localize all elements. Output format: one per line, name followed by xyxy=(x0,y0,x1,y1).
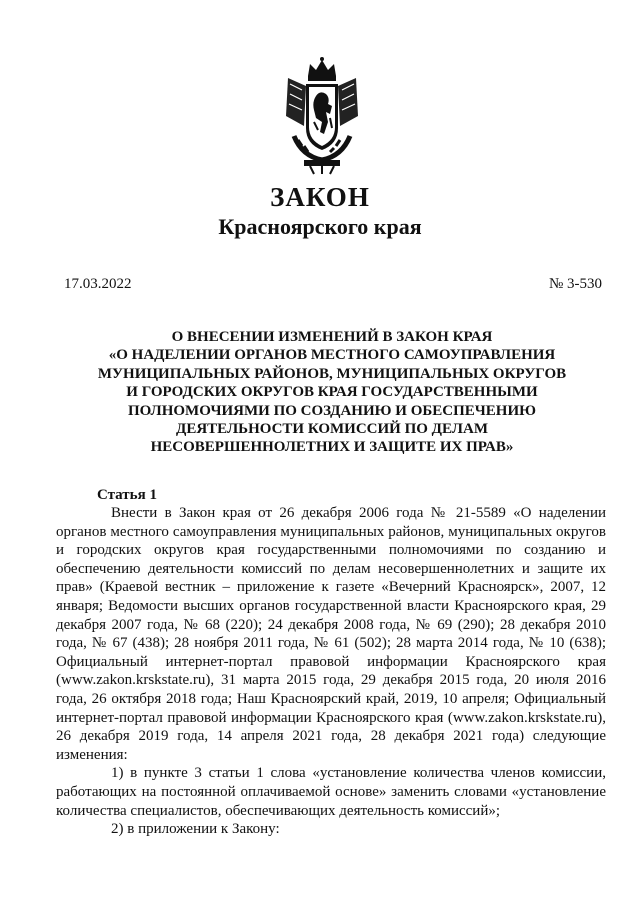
article-body xyxy=(56,504,606,839)
article-title: Статья 1 xyxy=(97,487,157,503)
law-subtitle: Красноярского края xyxy=(218,214,422,239)
heading-line: О ВНЕСЕНИИ ИЗМЕНЕНИЙ В ЗАКОН КРАЯ xyxy=(171,329,493,345)
heading-line: НЕСОВЕРШЕННОЛЕТНИХ И ЗАЩИТЕ ИХ ПРАВ» xyxy=(150,439,514,456)
law-number: № 3-530 xyxy=(548,276,602,292)
paragraph: 1) в пункте 3 статьи 1 слова «установление количества членов комиссии, работающих на постоянной оплачиваемой основе» заменить словами «установление количества специалистов, обеспечивающих деятельность комиссий»; xyxy=(56,765,606,819)
heading-line: ДЕЯТЕЛЬНОСТИ КОМИССИЙ ПО ДЕЛАМ xyxy=(176,421,488,438)
law-date: 17.03.2022 xyxy=(64,276,132,292)
law-heading xyxy=(70,328,594,457)
heading-line: И ГОРОДСКИХ ОКРУГОВ КРАЯ ГОСУДАРСТВЕННЫМИ xyxy=(126,384,538,401)
coat-of-arms-icon xyxy=(280,56,364,176)
heading-line: «О НАДЕЛЕНИИ ОРГАНОВ МЕСТНОГО САМОУПРАВЛЕНИЯ xyxy=(108,347,556,364)
heading-line: ПОЛНОМОЧИЯМИ ПО СОЗДАНИЮ И ОБЕСПЕЧЕНИЮ xyxy=(127,402,537,419)
paragraph: 2) в приложении к Закону: xyxy=(111,821,280,838)
paragraph: Внести в Закон края от 26 декабря 2006 года № 21-5589 «О наделении органов местного самоуправления муниципальных районов, муниципальных округов и городских округов края государственными полномочиями по созданию и обеспечению деятельности комиссий по делам несовершеннолетних и защите их прав» (Краевой вестник – приложение к газете «Вечерний Красноярск», 2007, 12 января; Ведомости высших органов государственной власти Красноярского края, 29 декабря 2007 года, № 68 (220); 24 декабря 2008 года, № 69 (290); 28 декабря 2010 года, № 67 (438); 28 ноября 2011 года, № 61 (502); 28 марта 2014 года, № 10 (638); Официальный интернет-портал правовой информации Красноярского края (www.zakon.krskstate.ru), 31 марта 2015 года, 29 декабря 2015 года, 20 июля 2016 года, 26 октября 2018 года; Наш Красноярский край, 2019, 10 апреля; Официальный интернет-портал правовой информации Красноярского края (www.zakon.krskstate.ru), 26 декабря 2019 года, 14 апреля 2021 года, 28 декабря 2021 года) следующие изменения: xyxy=(56,505,606,763)
law-title: ЗАКОН xyxy=(270,182,370,212)
heading-line: МУНИЦИПАЛЬНЫХ РАЙОНОВ, МУНИЦИПАЛЬНЫХ ОКРУГОВ xyxy=(97,365,567,382)
